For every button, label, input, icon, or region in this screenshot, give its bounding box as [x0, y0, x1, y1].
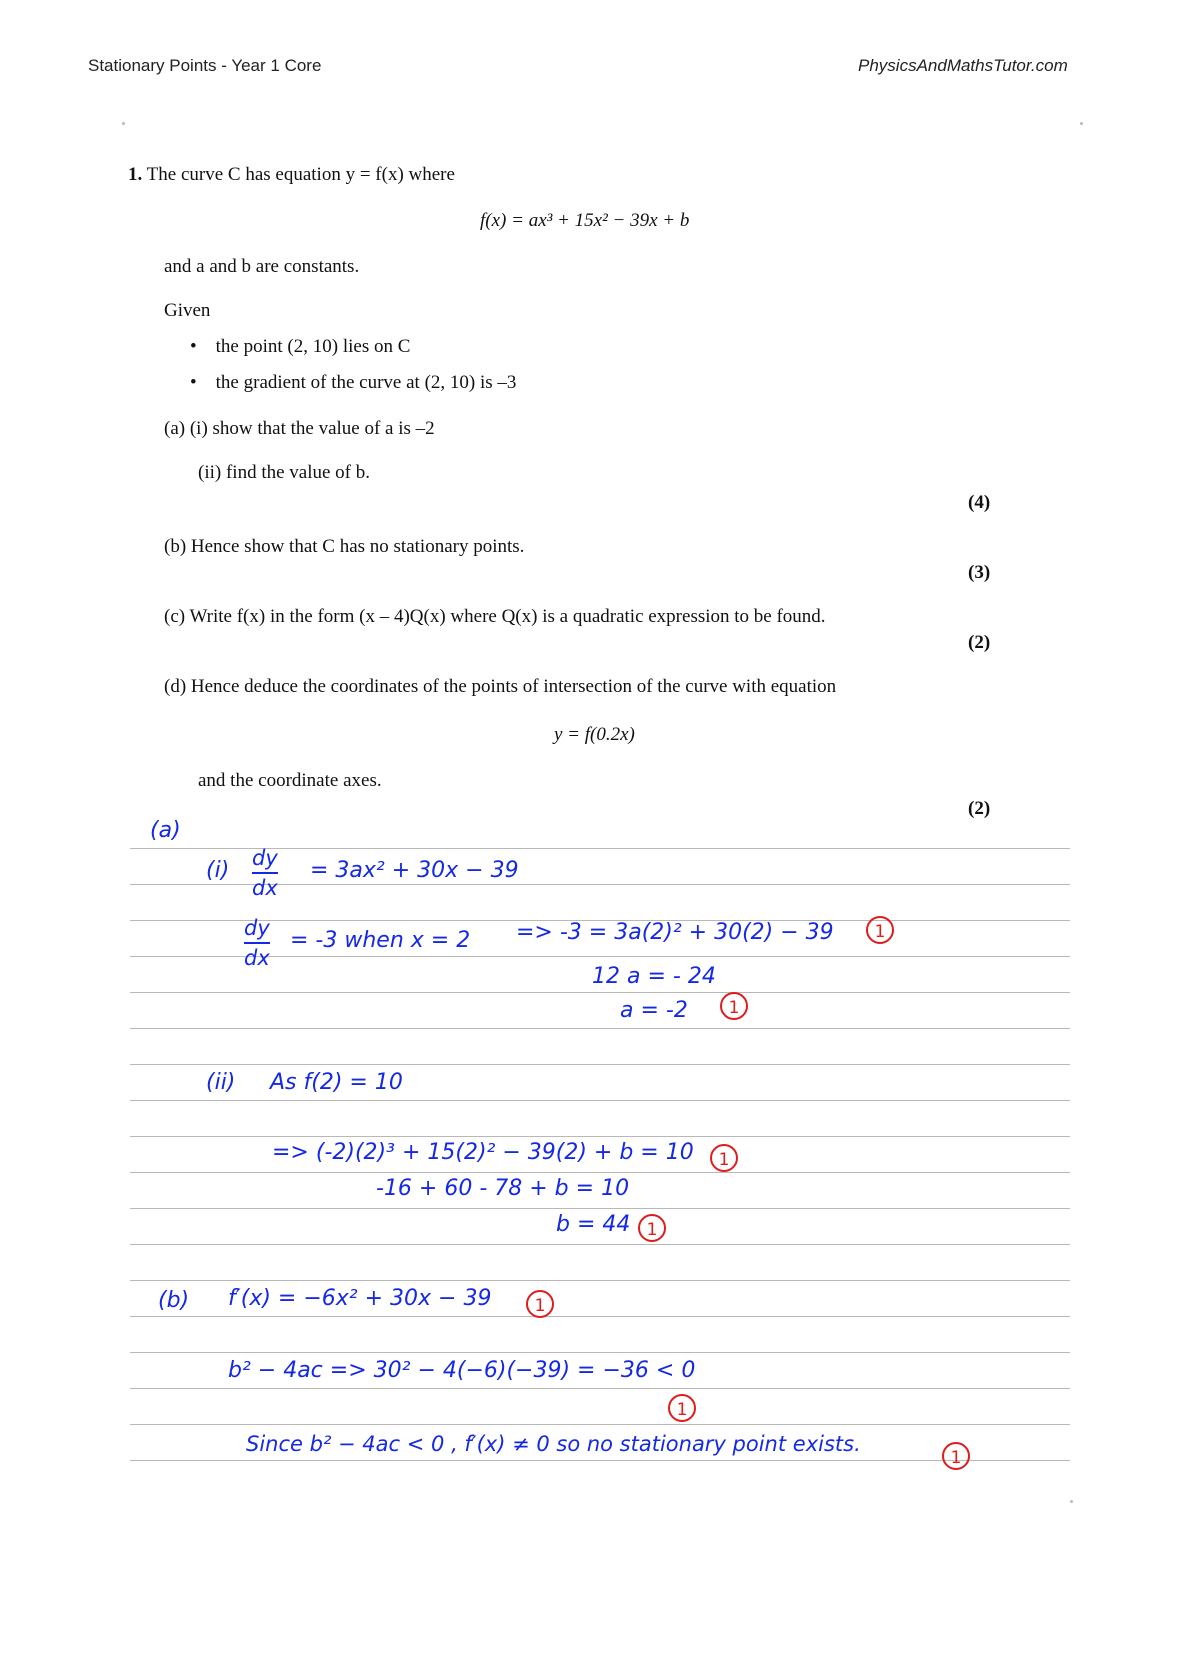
part-c: (c) Write f(x) in the form (x – 4)Q(x) where Q(x) is a quadratic expression to be found. [164, 606, 826, 627]
answer-rule [130, 1460, 1070, 1461]
question-number: 1. [128, 164, 143, 185]
question-intro [128, 164, 455, 186]
working-a-value: a = -2 [620, 998, 688, 1023]
marks-c: (2) [968, 632, 991, 653]
working-b-value: b = 44 [556, 1212, 631, 1237]
part-d: (d) Hence deduce the coordinates of the points of intersection of the curve with equation [164, 676, 837, 697]
corner-mark [122, 122, 125, 125]
part-d-equation: y = f(0.2x) [554, 724, 635, 745]
mark-circle: 1 [638, 1214, 666, 1242]
working-f2: As f(2) = 10 [270, 1070, 403, 1095]
marks-a: (4) [968, 492, 991, 513]
corner-mark [1070, 1500, 1073, 1503]
working-conclusion: Since b² − 4ac < 0 , f′(x) ≠ 0 so no stationary point exists. [246, 1432, 861, 1456]
mark-circle: 1 [942, 1442, 970, 1470]
answer-rule [130, 1028, 1070, 1029]
answer-rule [130, 956, 1070, 957]
part-b: (b) Hence show that C has no stationary points. [164, 536, 525, 557]
answer-rule [130, 992, 1070, 993]
answer-rule [130, 1100, 1070, 1101]
working-derivative: = 3ax² + 30x − 39 [310, 858, 519, 883]
dy-numerator: dy [244, 916, 270, 940]
given-label: Given [164, 300, 211, 321]
dy-dx-fraction [252, 846, 278, 900]
marks-b: (3) [968, 562, 991, 583]
answer-rule [130, 1316, 1070, 1317]
bullet-text: the gradient of the curve at (2, 10) is –3 [215, 372, 517, 393]
corner-mark [1080, 122, 1083, 125]
question-intro-text: The curve C has equation y = f(x) where [146, 164, 455, 185]
function-equation: f(x) = ax³ + 15x² − 39x + b [480, 210, 690, 231]
dy-numerator: dy [252, 846, 278, 870]
answer-rule [130, 1388, 1070, 1389]
working-gradient-condition: = -3 when x = 2 [290, 928, 471, 953]
part-a-ii: (ii) find the value of b. [198, 462, 371, 483]
document-header-right: PhysicsAndMathsTutor.com [858, 56, 1068, 75]
working-discriminant: b² − 4ac => 30² − 4(−6)(−39) = −36 < 0 [228, 1358, 696, 1383]
marks-d: (2) [968, 798, 991, 819]
mark-circle: 1 [710, 1144, 738, 1172]
mark-circle: 1 [668, 1394, 696, 1422]
answer-rule [130, 1424, 1070, 1425]
dx-denominator: dx [244, 946, 270, 970]
answer-rule [130, 1208, 1070, 1209]
answer-rule [130, 1280, 1070, 1281]
working-label-ii: (ii) [206, 1070, 236, 1095]
working-12a: 12 a = - 24 [592, 964, 716, 989]
document-header-left: Stationary Points - Year 1 Core [88, 56, 322, 75]
working-simplify-b: -16 + 60 - 78 + b = 10 [376, 1176, 630, 1201]
mark-circle: 1 [720, 992, 748, 1020]
answer-rule [130, 1172, 1070, 1173]
mark-circle: 1 [526, 1290, 554, 1318]
working-label-b: (b) [158, 1288, 190, 1313]
mark-circle: 1 [866, 916, 894, 944]
working-substitution: => -3 = 3a(2)² + 30(2) − 39 [516, 920, 834, 945]
answer-rule [130, 1064, 1070, 1065]
bullet-item: • the point (2, 10) lies on C [190, 336, 411, 357]
bullet-item: • the gradient of the curve at (2, 10) is –3 [190, 372, 517, 393]
bullet-text: the point (2, 10) lies on C [215, 336, 411, 357]
constants-note: and a and b are constants. [164, 256, 360, 277]
working-f-prime: f′(x) = −6x² + 30x − 39 [228, 1286, 492, 1311]
working-label-a: (a) [150, 818, 181, 843]
dx-denominator: dx [252, 876, 278, 900]
working-label-i: (i) [206, 858, 230, 883]
answer-rule [130, 1136, 1070, 1137]
part-a-i: (a) (i) show that the value of a is –2 [164, 418, 435, 439]
dy-dx-fraction [244, 916, 270, 970]
answer-rule [130, 1352, 1070, 1353]
part-d-tail: and the coordinate axes. [198, 770, 382, 791]
answer-rule [130, 1244, 1070, 1245]
working-substitute-b: => (-2)(2)³ + 15(2)² − 39(2) + b = 10 [272, 1140, 694, 1165]
